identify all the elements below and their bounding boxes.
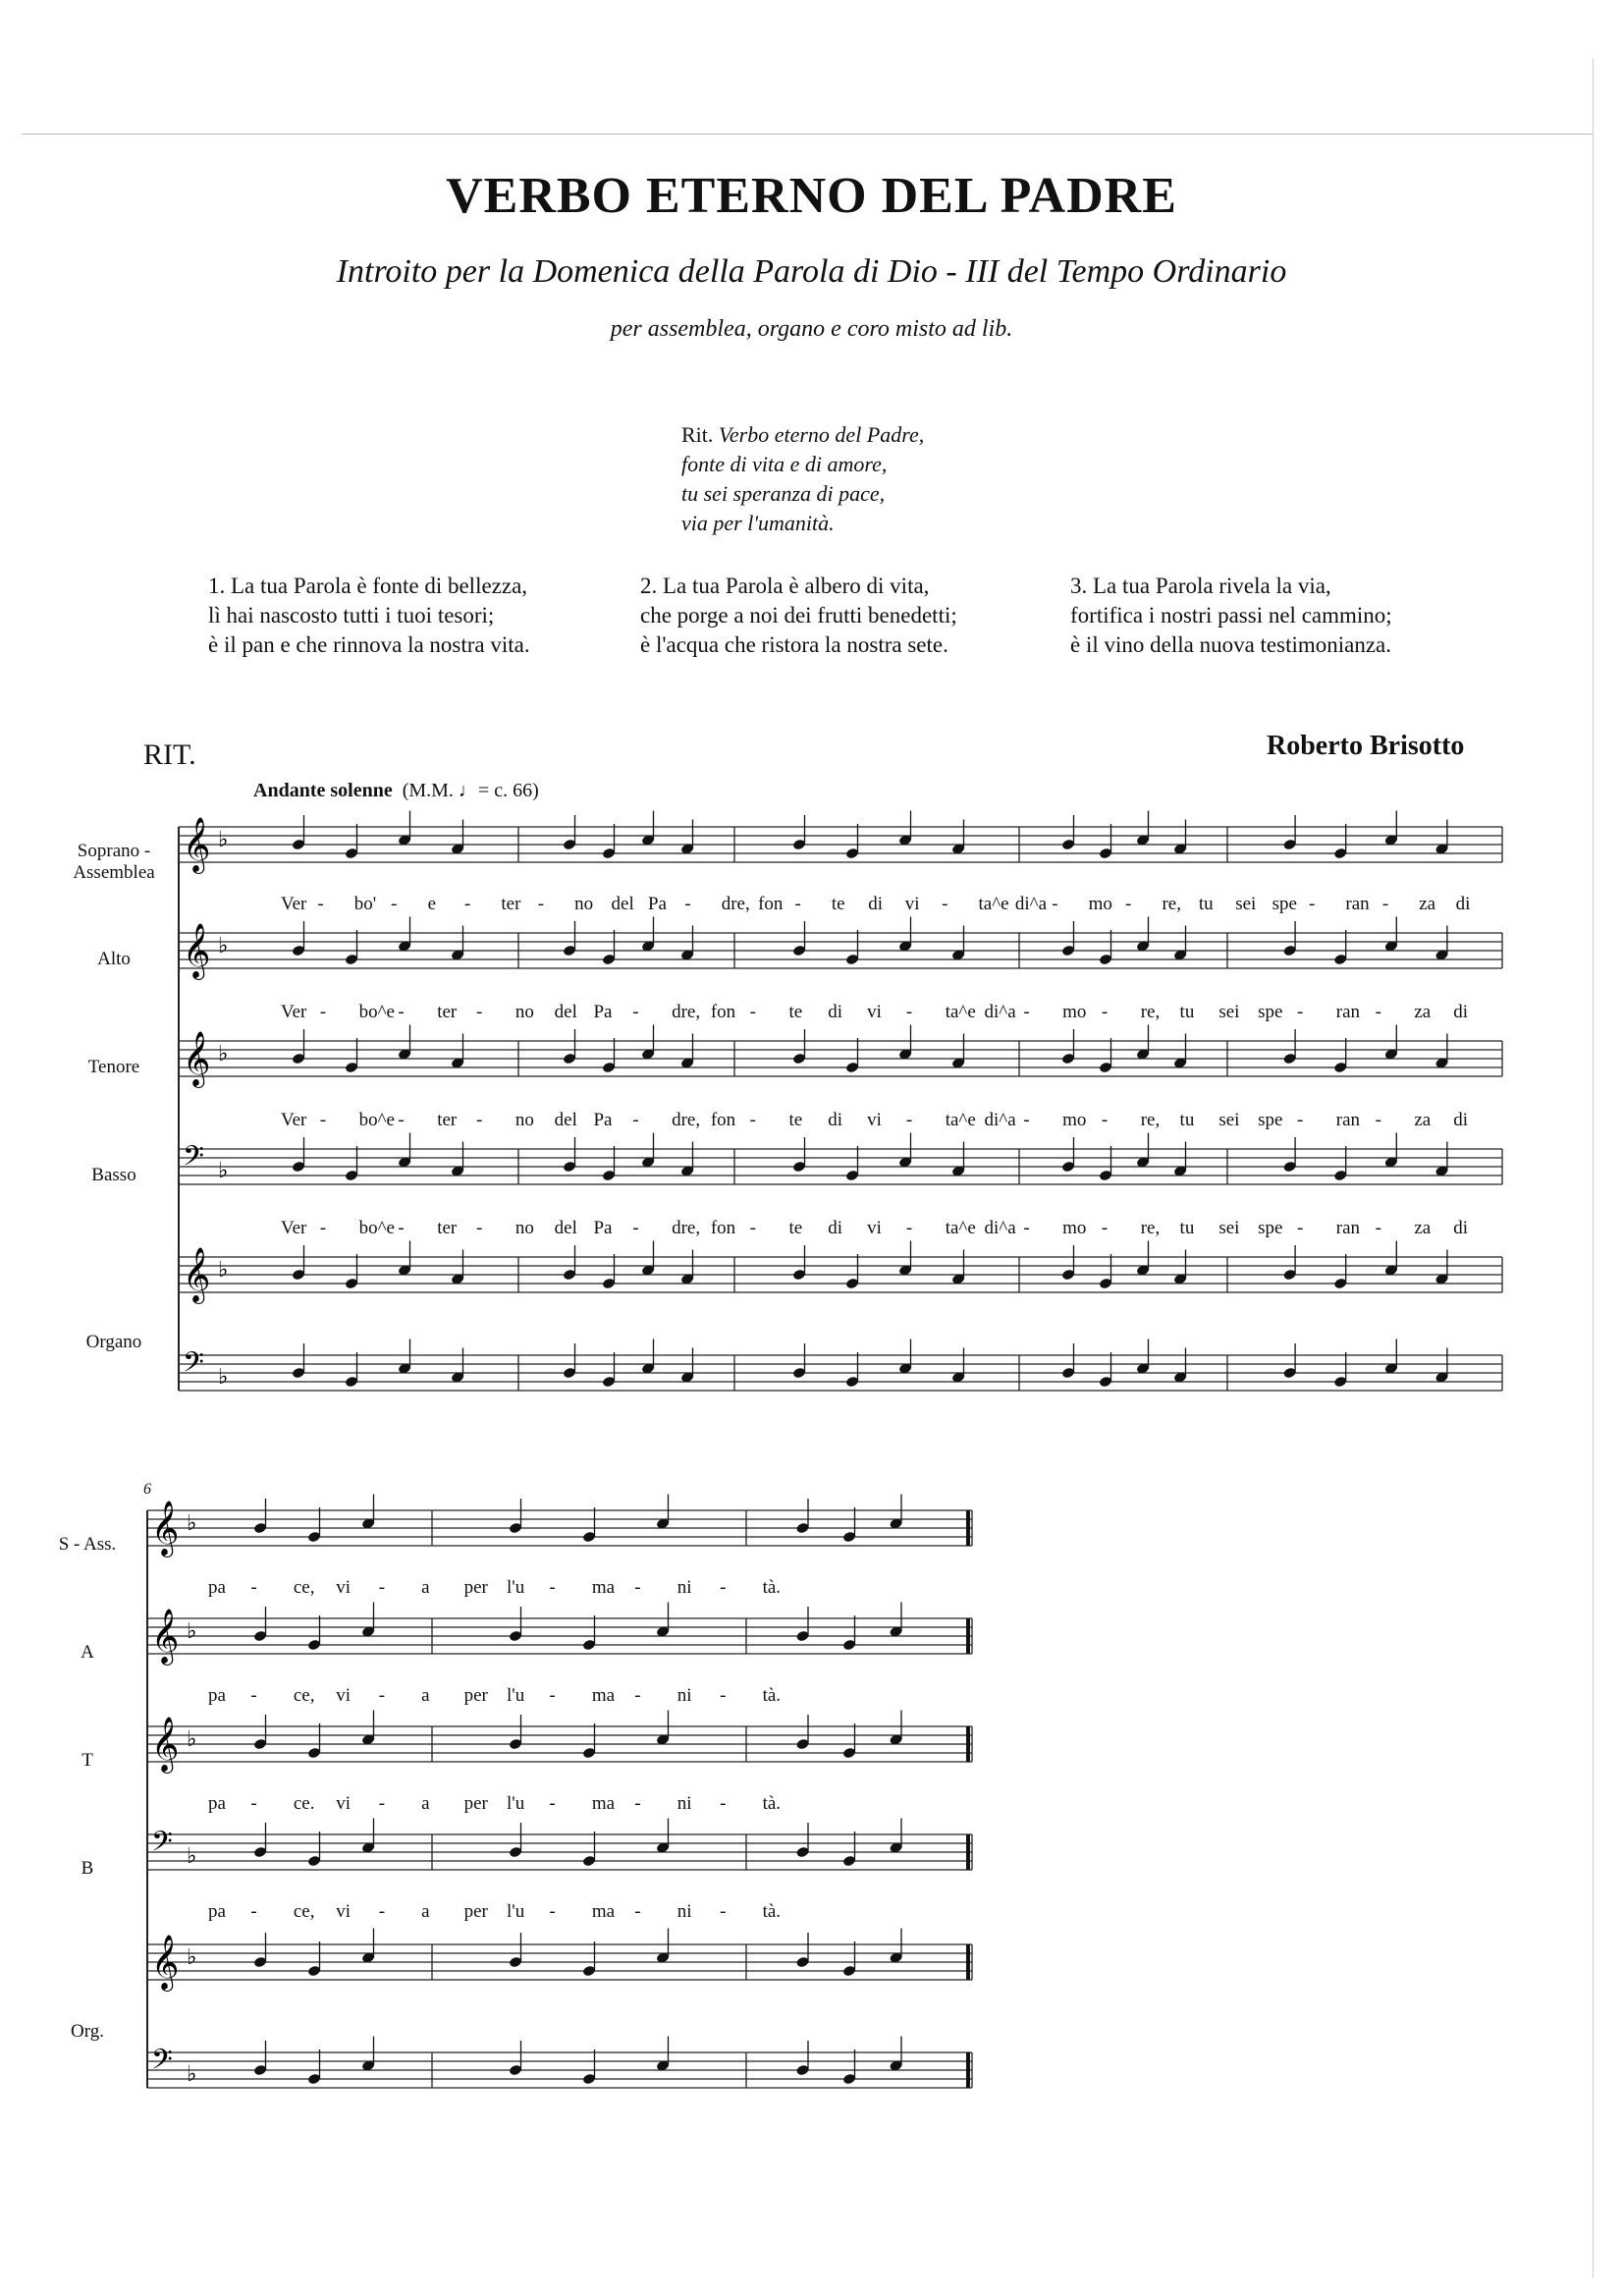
lyric-syllable: Ver xyxy=(281,894,307,914)
lyric-syllable: ter xyxy=(437,1110,458,1130)
lyric-syllable: di xyxy=(1455,894,1471,914)
lyric-syllable: re, xyxy=(1140,1218,1161,1238)
lyric-syllable: - xyxy=(794,894,801,914)
lyric-syllable: spe xyxy=(1258,1002,1283,1022)
lyric-syllable: no xyxy=(514,1218,534,1238)
lyric-syllable: - xyxy=(1023,1002,1030,1022)
lyric-syllable: pa xyxy=(208,1577,226,1598)
flat-icon: ♭ xyxy=(218,1041,229,1066)
flat-icon: ♭ xyxy=(187,2061,197,2087)
lyric-syllable: - xyxy=(250,1577,257,1598)
lyric-syllable: - xyxy=(549,1685,556,1706)
lyric-syllable: no xyxy=(574,894,594,914)
metronome-mark: (M.M. ♩= c. 66) xyxy=(402,780,539,801)
lyric-syllable: ni xyxy=(676,1685,692,1706)
lyric-syllable: - xyxy=(1296,1218,1304,1238)
lyric-syllable: mo xyxy=(1062,1218,1087,1238)
lyric-syllable: ni xyxy=(676,1901,692,1922)
lyric-syllable: ta^e xyxy=(945,1218,976,1238)
lyric-syllable: Ver xyxy=(281,1002,307,1022)
flat-icon: ♭ xyxy=(187,1944,197,1970)
lyric-syllable: ce, xyxy=(293,1685,315,1706)
lyric-syllable: - xyxy=(476,1002,483,1022)
lyric-syllable: l'u xyxy=(507,1793,525,1814)
lyric-syllable: - xyxy=(398,1218,405,1238)
section-label: RIT. xyxy=(143,738,196,771)
lyric-syllable: - xyxy=(1381,894,1389,914)
part-label: Soprano - Assemblea xyxy=(73,841,155,883)
lyric-syllable: l'u xyxy=(507,1901,525,1922)
lyric-syllable: ran xyxy=(1335,1002,1361,1022)
lyric-syllable: - xyxy=(1375,1002,1381,1022)
lyric-syllable: vi xyxy=(336,1901,352,1922)
lyric-syllable: pa xyxy=(208,1685,226,1706)
lyric-syllable: - xyxy=(634,1793,641,1814)
lyric-syllable: di xyxy=(828,1002,843,1022)
lyric-syllable: ce, xyxy=(293,1901,315,1922)
lyric-syllable: - xyxy=(378,1685,386,1706)
lyric-syllable: pa xyxy=(208,1901,226,1922)
lyric-syllable: bo^e xyxy=(358,1218,395,1238)
lyric-syllable: - xyxy=(476,1218,483,1238)
lyric-syllable: Pa xyxy=(593,1218,613,1238)
lyric-syllable: - xyxy=(250,1793,257,1814)
flat-icon: ♭ xyxy=(218,1364,229,1390)
lyric-syllable: fon xyxy=(710,1110,736,1130)
flat-icon: ♭ xyxy=(218,1257,229,1283)
lyric-syllable: ran xyxy=(1335,1218,1361,1238)
lyric-syllable: - xyxy=(1296,1110,1304,1130)
lyric-syllable: di xyxy=(1453,1002,1468,1022)
lyric-syllable: mo xyxy=(1062,1110,1087,1130)
lyric-syllable: - xyxy=(632,1110,639,1130)
bass-clef-icon: 𝄢 xyxy=(151,2044,173,2083)
verse-line: fortifica i nostri passi nel cammino; xyxy=(1070,603,1392,628)
lyric-syllable: za xyxy=(1414,1110,1432,1130)
lyric-syllable: - xyxy=(319,1110,327,1130)
flat-icon: ♭ xyxy=(187,1618,197,1644)
lyric-syllable: di^a xyxy=(984,1110,1016,1130)
verse-line: è il pan e che rinnova la nostra vita. xyxy=(208,632,530,657)
lyric-syllable: ran xyxy=(1335,1110,1361,1130)
lyric-syllable: - xyxy=(905,1110,913,1130)
lyric-syllable: del xyxy=(554,1110,577,1130)
measure-number: 6 xyxy=(143,1481,151,1498)
lyric-syllable: - xyxy=(720,1685,727,1706)
treble-clef-icon: 𝄞 xyxy=(183,923,211,978)
verse-line: 1. La tua Parola è fonte di bellezza, xyxy=(208,574,528,598)
page-title: VERBO ETERNO DEL PADRE xyxy=(446,168,1177,224)
lyric-syllable: - xyxy=(632,1218,639,1238)
lyric-syllable: sei xyxy=(1218,1002,1240,1022)
verse-line: che porge a noi dei frutti benedetti; xyxy=(640,603,957,628)
lyric-syllable: ma xyxy=(591,1793,616,1814)
lyric-syllable: vi xyxy=(867,1002,882,1022)
lyric-syllable: ta^e xyxy=(945,1002,976,1022)
lyric-syllable: di^a xyxy=(1014,894,1048,914)
lyric-syllable: ma xyxy=(591,1901,616,1922)
bass-clef-icon: 𝄢 xyxy=(183,1346,204,1386)
refrain-line-3: tu sei speranza di pace, xyxy=(681,481,886,506)
lyric-syllable: vi xyxy=(336,1793,352,1814)
lyric-syllable: bo^e xyxy=(358,1110,395,1130)
lyric-syllable: l'u xyxy=(507,1577,525,1598)
lyric-syllable: tu xyxy=(1179,1218,1195,1238)
lyric-syllable: per xyxy=(463,1901,488,1922)
flat-icon: ♭ xyxy=(187,1843,197,1869)
lyric-syllable: - xyxy=(720,1793,727,1814)
composer-name: Roberto Brisotto xyxy=(1267,731,1465,761)
lyric-syllable: vi xyxy=(867,1110,882,1130)
lyric-syllable: tu xyxy=(1179,1002,1195,1022)
lyric-syllable: - xyxy=(632,1002,639,1022)
verse-line: è il vino della nuova testimonianza. xyxy=(1070,632,1392,657)
lyric-syllable: tà. xyxy=(762,1685,782,1706)
lyric-syllable: di xyxy=(1453,1218,1468,1238)
flat-icon: ♭ xyxy=(187,1510,197,1536)
lyric-syllable: - xyxy=(537,894,545,914)
lyric-syllable: di xyxy=(1453,1110,1468,1130)
lyric-syllable: no xyxy=(514,1002,534,1022)
lyric-syllable: di xyxy=(868,894,884,914)
lyric-syllable: a xyxy=(421,1901,430,1922)
lyric-syllable: za xyxy=(1419,894,1436,914)
flat-icon: ♭ xyxy=(218,827,229,852)
lyric-syllable: re, xyxy=(1162,894,1181,914)
lyric-syllable: di xyxy=(828,1110,843,1130)
lyric-syllable: - xyxy=(250,1685,257,1706)
lyric-syllable: za xyxy=(1414,1002,1432,1022)
lyric-syllable: del xyxy=(554,1218,577,1238)
lyric-syllable: - xyxy=(749,1218,756,1238)
lyric-syllable: tà. xyxy=(762,1901,782,1922)
lyric-syllable: spe xyxy=(1271,894,1297,914)
lyric-syllable: - xyxy=(1023,1218,1030,1238)
lyric-syllable: del xyxy=(554,1002,577,1022)
lyric-syllable: dre, xyxy=(672,1110,701,1130)
lyric-syllable: - xyxy=(905,1218,913,1238)
lyric-syllable: di^a xyxy=(984,1002,1016,1022)
lyric-syllable: fon xyxy=(710,1218,736,1238)
lyric-syllable: re, xyxy=(1140,1110,1161,1130)
lyric-syllable: fon xyxy=(758,894,784,914)
lyric-syllable: - xyxy=(720,1577,727,1598)
treble-clef-icon: 𝄞 xyxy=(183,1247,211,1302)
lyric-syllable: ce, xyxy=(293,1577,315,1598)
lyric-syllable: - xyxy=(720,1901,727,1922)
lyric-syllable: - xyxy=(942,894,948,914)
verse-line: 2. La tua Parola è albero di vita, xyxy=(640,574,930,598)
refrain-label: Rit. xyxy=(681,422,714,447)
lyric-syllable: tà. xyxy=(762,1793,782,1814)
lyric-syllable: Ver xyxy=(281,1110,307,1130)
lyric-syllable: - xyxy=(391,894,398,914)
lyric-syllable: - xyxy=(1101,1002,1109,1022)
subtitle: Introito per la Domenica della Parola di Dio - III del Tempo Ordinario xyxy=(336,253,1287,290)
lyric-syllable: - xyxy=(1101,1218,1109,1238)
part-label: B xyxy=(81,1858,94,1879)
lyric-syllable: sei xyxy=(1218,1218,1240,1238)
lyric-syllable: te xyxy=(788,1218,803,1238)
lyric-syllable: - xyxy=(398,1110,405,1130)
treble-clef-icon: 𝄞 xyxy=(151,1935,180,1990)
lyric-syllable: - xyxy=(1101,1110,1109,1130)
lyric-syllable: ran xyxy=(1345,894,1370,914)
lyric-syllable: di xyxy=(828,1218,843,1238)
lyric-syllable: - xyxy=(476,1110,483,1130)
lyric-syllable: a xyxy=(421,1685,430,1706)
treble-clef-icon: 𝄞 xyxy=(151,1501,180,1556)
lyric-syllable: - xyxy=(1309,894,1316,914)
lyric-syllable: re, xyxy=(1140,1002,1161,1022)
treble-clef-icon: 𝄞 xyxy=(183,1031,211,1086)
refrain-line-4: via per l'umanità. xyxy=(681,511,835,535)
lyric-syllable: za xyxy=(1414,1218,1432,1238)
lyric-syllable: - xyxy=(378,1577,386,1598)
lyric-syllable: ma xyxy=(591,1685,616,1706)
lyric-syllable: - xyxy=(1375,1218,1381,1238)
lyric-syllable: spe xyxy=(1258,1218,1283,1238)
lyric-syllable: - xyxy=(549,1577,556,1598)
part-label: A xyxy=(81,1642,94,1663)
part-label: Organo xyxy=(85,1332,142,1352)
lyric-syllable: te xyxy=(788,1110,803,1130)
refrain-line-1-text: Verbo eterno del Padre, xyxy=(718,422,925,447)
verse-line: è l'acqua che ristora la nostra sete. xyxy=(640,632,948,657)
part-label: T xyxy=(81,1750,93,1771)
lyric-syllable: - xyxy=(1296,1002,1304,1022)
lyric-syllable: vi xyxy=(336,1577,352,1598)
flat-icon: ♭ xyxy=(218,1158,229,1183)
lyric-syllable: spe xyxy=(1258,1110,1283,1130)
lyric-syllable: dre, xyxy=(672,1002,701,1022)
lyric-syllable: pa xyxy=(208,1793,226,1814)
lyric-syllable: no xyxy=(514,1110,534,1130)
lyric-syllable: - xyxy=(634,1901,641,1922)
lyric-syllable: a xyxy=(421,1577,430,1598)
lyric-syllable: bo' xyxy=(353,894,377,914)
lyric-syllable: ta^e xyxy=(945,1110,976,1130)
lyric-syllable: - xyxy=(319,1002,327,1022)
lyric-syllable: - xyxy=(378,1901,386,1922)
lyric-syllable: - xyxy=(398,1002,405,1022)
lyric-syllable: Ver xyxy=(281,1218,307,1238)
lyric-syllable: mo xyxy=(1062,1002,1087,1022)
part-label: Tenore xyxy=(87,1057,140,1077)
lyric-syllable: - xyxy=(634,1577,641,1598)
lyric-syllable: vi xyxy=(336,1685,352,1706)
lyric-syllable: - xyxy=(1125,894,1132,914)
scoring-note: per assemblea, organo e coro misto ad lib. xyxy=(610,316,1013,342)
verse-line: lì hai nascosto tutti i tuoi tesori; xyxy=(208,603,495,628)
lyric-syllable: bo^e xyxy=(358,1002,395,1022)
lyric-syllable: e xyxy=(427,894,436,914)
lyric-syllable: - xyxy=(749,1002,756,1022)
lyric-syllable: - xyxy=(378,1793,386,1814)
lyric-syllable: Pa xyxy=(647,894,667,914)
part-label: Org. xyxy=(71,2021,104,2042)
lyric-syllable: vi xyxy=(904,894,920,914)
lyric-syllable: del xyxy=(611,894,634,914)
lyric-syllable: - xyxy=(1375,1110,1381,1130)
verse-line: 3. La tua Parola rivela la via, xyxy=(1070,574,1331,598)
tempo-text: Andante solenne xyxy=(253,780,393,801)
treble-clef-icon: 𝄞 xyxy=(151,1717,180,1772)
lyric-syllable: vi xyxy=(867,1218,882,1238)
lyric-syllable: per xyxy=(463,1793,488,1814)
lyric-syllable: te xyxy=(788,1002,803,1022)
flat-icon: ♭ xyxy=(187,1726,197,1752)
part-label: Alto xyxy=(97,949,131,969)
lyric-syllable: di^a xyxy=(984,1218,1016,1238)
lyric-syllable: ni xyxy=(676,1793,692,1814)
bass-clef-icon: 𝄢 xyxy=(183,1140,204,1179)
lyric-syllable: ta^e xyxy=(978,894,1009,914)
lyric-syllable: ter xyxy=(501,894,521,914)
lyric-syllable: dre, xyxy=(721,894,750,914)
lyric-syllable: - xyxy=(905,1002,913,1022)
lyric-syllable: - xyxy=(317,894,324,914)
lyric-syllable: Pa xyxy=(593,1110,613,1130)
lyric-syllable: ce. xyxy=(293,1793,315,1814)
lyric-syllable: dre, xyxy=(672,1218,701,1238)
lyric-syllable: per xyxy=(463,1685,488,1706)
lyric-syllable: mo xyxy=(1088,894,1112,914)
lyric-syllable: ni xyxy=(676,1577,692,1598)
lyric-syllable: tu xyxy=(1179,1110,1195,1130)
lyric-syllable: ter xyxy=(437,1002,458,1022)
treble-clef-icon: 𝄞 xyxy=(151,1609,180,1664)
lyric-syllable: sei xyxy=(1235,894,1257,914)
lyric-syllable: per xyxy=(463,1577,488,1598)
lyric-syllable: ma xyxy=(591,1577,616,1598)
lyric-syllable: - xyxy=(250,1901,257,1922)
lyric-syllable: a xyxy=(421,1793,430,1814)
lyric-syllable: - xyxy=(1023,1110,1030,1130)
lyric-syllable: - xyxy=(549,1793,556,1814)
lyric-syllable: Pa xyxy=(593,1002,613,1022)
treble-clef-icon: 𝄞 xyxy=(183,817,211,872)
lyric-syllable: tà. xyxy=(762,1577,782,1598)
refrain-line-2: fonte di vita e di amore, xyxy=(681,452,888,476)
lyric-syllable: - xyxy=(319,1218,327,1238)
flat-icon: ♭ xyxy=(218,933,229,958)
lyric-syllable: l'u xyxy=(507,1685,525,1706)
lyric-syllable: ter xyxy=(437,1218,458,1238)
part-label: Basso xyxy=(91,1165,136,1185)
lyric-syllable: - xyxy=(463,894,471,914)
lyric-syllable: - xyxy=(634,1685,641,1706)
bass-clef-icon: 𝄢 xyxy=(151,1826,173,1865)
lyric-syllable: - xyxy=(684,894,691,914)
lyric-syllable: sei xyxy=(1218,1110,1240,1130)
part-label: S - Ass. xyxy=(58,1534,117,1555)
lyric-syllable: - xyxy=(549,1901,556,1922)
lyric-syllable: fon xyxy=(710,1002,736,1022)
lyric-syllable: te xyxy=(831,894,845,914)
lyric-syllable: tu xyxy=(1198,894,1214,914)
lyric-syllable: - xyxy=(1052,894,1058,914)
lyric-syllable: - xyxy=(749,1110,756,1130)
